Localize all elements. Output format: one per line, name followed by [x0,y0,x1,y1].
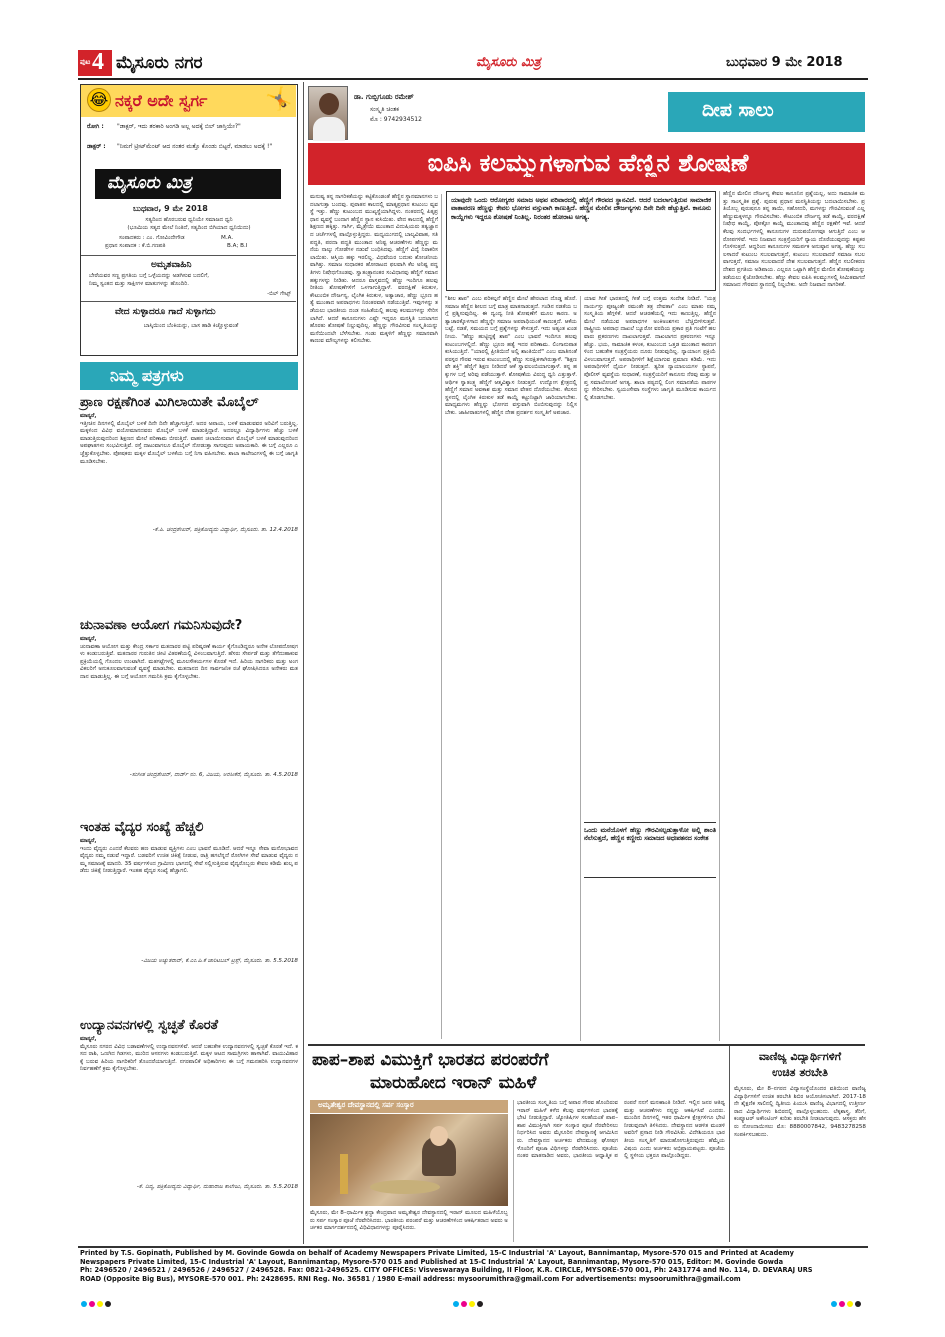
letter-body: ಇಂದು ವೈದ್ಯರು ಎಂದರೆ ಕೆಲವರು ಹಣ ಮಾಡುವ ವ್ಯಕ್ತಿಗಳು ಎಂಬ ಭಾವನೆ ಮೂಡಿದೆ. ಆದರೆ ಇನ್ನೂ ಸೇವಾ ಮನೋಭಾವದ ವೈದ್ಯರು ನಮ್ಮ ನಡುವೆ ಇದ್ದಾರೆ. ಬಡವರಿಗೆ ಉಚಿತ ಚಿಕಿತ್ಸೆ ನೀಡುವ, ರಾತ್ರಿ ಹಗಲೆನ್ನದೆ ರೋಗಿಗಳ ಸೇವೆ ಮಾಡುವ ವೈದ್ಯರು ನಮ್ಮ ಸಮಾಜಕ್ಕೆ ಮಾದರಿ. 35 ವರ್ಷಗಳಿಂದ ಗ್ರಾಮೀಣ ಭಾಗದಲ್ಲಿ ಸೇವೆ ಸಲ್ಲಿಸುತ್ತಿರುವ ವೈದ್ಯರೊಬ್ಬರು ಕೇವಲ ಕಡಿಮೆ ಶುಲ್ಕ ಪಡೆದು ಚಿಕಿತ್ಸೆ ನೀಡುತ್ತಿದ್ದಾರೆ. ಇಂತಹ ವೈದ್ಯರ ಸಂಖ್ಯೆ ಹೆಚ್ಚಾಗಲಿ. [80,845,298,875]
imprint-line: Newspapers Private Limited, 15-C Industrial 'A' Layout, Bannimantap, Mysore-570 015 and Published at 15-C Industrial 'A' Layout, Bannimantap, Mysore-570 015, Editor: M. Govinde Gowda [80,1257,784,1266]
letter-title: ಇಂತಹ ವೈದ್ಯರ ಸಂಖ್ಯೆ ಹೆಚ್ಚಲಿ [80,820,204,835]
column-name-box [668,92,865,132]
column-name: ದೀಪ ಸಾಲು [702,99,774,121]
registration-marks-center [452,1292,484,1311]
letters-header [80,362,298,390]
letter-signature: -ಕೆ. ದಿವ್ಯ, ಪತ್ರಿಕೋದ್ಯಮ ವಿದ್ಯಾರ್ಥಿ, ಮಹಾರಾಜ ಕಾಲೇಜು, ಮೈಸೂರು. ತಾ. 5.5.2018 [136,1183,298,1190]
letter-salutation: ಮಾನ್ಯರೆ, [80,838,97,844]
amrutha-line-2: ನಿಮ್ಮ ಸ್ವಂತದ ಮತ್ತು ಸಾಕ್ಷೀಗಳ ಮಾತುಗಳನ್ನು ಹೊಂದಿರಿ. [89,281,189,287]
author-name: ಡಾ. ಗುಬ್ಬಿಗೂಡು ರಮೇಶ್ [354,94,414,101]
letter-title: ಉದ್ಯಾನವನಗಳಲ್ಲಿ ಸ್ವಚ್ಛತೆ ಕೊರತೆ [80,1018,219,1033]
letters-header-title: ನಿಮ್ಮ ಪತ್ರಗಳು [110,366,184,385]
paper-line-2: (ಭೂಮಿಯ ಸತ್ಯದ ಮೇಲೆ ನಿಂತಿದೆ, ಸತ್ಯದಿಂದ ಬಿಗಿಯಾದ ಧ್ವನಿಯಿದು) [127,225,251,231]
article-col-1: ಮನುಷ್ಯ ತನ್ನ ನಾಗರಿಕತೆಯನ್ನು ಕಟ್ಟಿಕೊಂಡಂತೆ ಹೆಣ್ಣಿನ ಸ್ಥಾನಮಾನಗಳು ಬದಲಾಗುತ್ತಾ ಬಂದವು. ಪುರಾತನ ಕಾಲದಲ್ಲಿ ಮಾತೃಪ್ರಧಾನ ಕುಟುಂಬ ವ್ಯವಸ್ಥೆ ಇತ್ತು. ಹೆಣ್ಣು ಕುಟುಂಬದ ಮುಖ್ಯಸ್ಥೆಯಾಗಿದ್ದಳು. ನಂತರದಲ್ಲಿ ಪಿತೃಪ್ರಧಾನ ವ್ಯವಸ್ಥೆ ಬಂದಾಗ ಹೆಣ್ಣಿನ ಸ್ಥಾನ ಕುಸಿಯಿತು. ವೇದ ಕಾಲದಲ್ಲಿ ಹೆಣ್ಣಿಗೆ ಶಿಕ್ಷಣದ ಹಕ್ಕಿತ್ತು. ಗಾರ್ಗಿ, ಮೈತ್ರೇಯಿ ಮುಂತಾದ ವಿದುಷಿಯರು ತತ್ವಜ್ಞಾನದ ಚರ್ಚೆಗಳಲ್ಲಿ ಪಾಲ್ಗೊಳ್ಳುತ್ತಿದ್ದರು. ಮಧ್ಯಯುಗದಲ್ಲಿ ಬಾಲ್ಯವಿವಾಹ, ಸತಿ ಪದ್ಧತಿ, ಪರದಾ ಪದ್ಧತಿ ಮುಂತಾದ ಅನಿಷ್ಟ ಆಚರಣೆಗಳು ಹೆಣ್ಣನ್ನು ಮನೆಯ ನಾಲ್ಕು ಗೋಡೆಗಳ ನಡುವೆ ಬಂಧಿಸಿದವು. ಹೆಣ್ಣಿಗೆ ವಿದ್ಯೆ ನಿರಾಕರಿಸಲಾಯಿತು. ಆಸ್ತಿಯ ಹಕ್ಕು ಇರಲಿಲ್ಲ. ವಿಧವೆಯರ ಬದುಕು ಶೋಚನೀಯವಾಗಿತ್ತು. ಸಮಾಜ ಸುಧಾರಕರ ಹೋರಾಟದ ಫಲವಾಗಿ ಕೆಲ ಅನಿಷ್ಟ ಪದ್ಧತಿಗಳು ನಿಷೇಧಗೊಂಡವು. ಸ್ವಾತಂತ್ರ್ಯಾನಂತರ ಸಂವಿಧಾನವು ಹೆಣ್ಣಿಗೆ ಸಮಾನ ಹಕ್ಕುಗಳನ್ನು ನೀಡಿತು. ಆದರೂ ವಾಸ್ತವದಲ್ಲಿ ಹೆಣ್ಣು ಇಂದಿಗೂ ಹಲವು ರೀತಿಯ ಶೋಷಣೆಗಳಿಗೆ ಒಳಗಾಗುತ್ತಿದ್ದಾಳೆ. ವರದಕ್ಷಿಣೆ ಕಿರುಕುಳ, ಕೌಟುಂಬಿಕ ದೌರ್ಜನ್ಯ, ಲೈಂಗಿಕ ಕಿರುಕುಳ, ಅತ್ಯಾಚಾರ, ಹೆಣ್ಣು ಭ್ರೂಣ ಹತ್ಯೆ ಮುಂತಾದ ಅಪರಾಧಗಳು ನಿರಂತರವಾಗಿ ನಡೆಯುತ್ತಿವೆ. ಇವುಗಳನ್ನು ತಡೆಯಲು ಭಾರತೀಯ ದಂಡ ಸಂಹಿತೆಯಲ್ಲಿ ಹಲವು ಕಲಮುಗಳನ್ನು ಸೇರಿಸಲಾಗಿದೆ. ಆದರೆ ಕಾನೂನುಗಳು ಎಷ್ಟೇ ಇದ್ದರೂ ಮನಸ್ಥಿತಿ ಬದಲಾಗದ ಹೊರತು ಶೋಷಣೆ ನಿಲ್ಲುವುದಿಲ್ಲ. ಹೆಣ್ಣನ್ನು ಗೌರವಿಸುವ ಸಂಸ್ಕೃತಿಯನ್ನು ಮನೆಯಿಂದಲೇ ಬೆಳೆಸಬೇಕು. ಗಂಡು ಮಕ್ಕಳಿಗೆ ಹೆಣ್ಣನ್ನು ಸಮಾನವಾಗಿ ಕಾಣುವ ಮೌಲ್ಯಗಳನ್ನು ಕಲಿಸಬೇಕು. [310,194,438,345]
page-number: 4 [92,49,104,75]
article-col-2: "ಶೀಲ ಶಾಪ" ಎಂಬ ಪರಿಕಲ್ಪನೆ ಹೆಣ್ಣಿನ ಮೇಲೆ ಹೇರಲಾದ ದೊಡ್ಡ ಹೊರೆ. ಸಮಾಜ ಹೆಣ್ಣಿನ ಶೀಲದ ಬಗ್ಗೆ ಮಾತ್ರ ಮಾತನಾಡುತ್ತದೆ. ಗಂಡಿನ ನಡತೆಯ ಬಗ್ಗೆ ಪ್ರಶ್ನಿಸುವುದಿಲ್ಲ. ಈ ದ್ವಂದ್ವ ನೀತಿ ಶೋಷಣೆಗೆ ಮೂಲ ಕಾರಣ. ಅತ್ಯಾಚಾರಕ್ಕೊಳಗಾದ ಹೆಣ್ಣನ್ನೇ ಸಮಾಜ ಅಪರಾಧಿಯಂತೆ ಕಾಣುತ್ತದೆ. ಆಕೆಯ ಬಟ್ಟೆ, ನಡತೆ, ಸಮಯದ ಬಗ್ಗೆ ಪ್ರಶ್ನೆಗಳನ್ನು ಕೇಳುತ್ತದೆ. ಇದು ಅತ್ಯಂತ ಖಂಡನೀಯ. "ಹೆಣ್ಣು ಹುಟ್ಟಿದ್ದಕ್ಕೆ ಶಾಪ" ಎಂಬ ಭಾವನೆ ಇಂದಿಗೂ ಹಲವು ಕುಟುಂಬಗಳಲ್ಲಿದೆ. ಹೆಣ್ಣು ಭ್ರೂಣ ಹತ್ಯೆ ಇದರ ಪರಿಣಾಮ. ಲಿಂಗಾನುಪಾತ ಕುಸಿಯುತ್ತಿದೆ. "ಯಾರಲ್ಲಿ ಪ್ರೀತಿಯಿದೆ ಅಲ್ಲಿ ಶಾಂತಿಯಿದೆ" ಎಂಬ ಮಾತಿನಂತೆ ಪರಸ್ಪರ ಗೌರವ ಇರುವ ಕುಟುಂಬದಲ್ಲಿ ಹೆಣ್ಣು ಸುರಕ್ಷಿತಳಾಗಿರುತ್ತಾಳೆ. "ಶಿಕ್ಷಣವೇ ಶಕ್ತಿ" ಹೆಣ್ಣಿಗೆ ಶಿಕ್ಷಣ ನೀಡಿದರೆ ಆಕೆ ಸ್ವಾವಲಂಬಿಯಾಗುತ್ತಾಳೆ. ತನ್ನ ಹಕ್ಕುಗಳ ಬಗ್ಗೆ ಅರಿವು ಪಡೆಯುತ್ತಾಳೆ. ಶೋಷಣೆಯ ವಿರುದ್ಧ ಧ್ವನಿ ಎತ್ತುತ್ತಾಳೆ. ಆರ್ಥಿಕ ಸ್ವಾತಂತ್ರ್ಯ ಹೆಣ್ಣಿಗೆ ಆತ್ಮವಿಶ್ವಾಸ ನೀಡುತ್ತದೆ. ಉದ್ಯೋಗ ಕ್ಷೇತ್ರದಲ್ಲಿ ಹೆಣ್ಣಿಗೆ ಸಮಾನ ಅವಕಾಶ ಮತ್ತು ಸಮಾನ ವೇತನ ದೊರೆಯಬೇಕು. ಕೆಲಸದ ಸ್ಥಳದಲ್ಲಿ ಲೈಂಗಿಕ ಕಿರುಕುಳ ತಡೆ ಕಾಯ್ದೆ ಕಟ್ಟುನಿಟ್ಟಾಗಿ ಜಾರಿಯಾಗಬೇಕು. ಮಾಧ್ಯಮಗಳು ಹೆಣ್ಣನ್ನು ಭೋಗದ ವಸ್ತುವಾಗಿ ಬಿಂಬಿಸುವುದನ್ನು ನಿಲ್ಲಿಸಬೇಕು. ಜಾಹೀರಾತುಗಳಲ್ಲಿ ಹೆಣ್ಣಿನ ದೇಹ ಪ್ರದರ್ಶನ ಸಂಸ್ಕೃತಿಗೆ ಅಪಚಾರ. [445,296,577,416]
paper-logo: ಮೈಸೂರು ಮಿತ್ರ [107,173,192,193]
divider [81,255,296,256]
paper-publisher-degree: B.A; B.I [227,243,248,249]
letter-salutation: ಮಾನ್ಯರೆ, [80,413,97,419]
author-role: ಸಂಸ್ಕೃತಿ ಚಿಂತಕ [370,106,399,113]
joke-2-speaker: ಡಾಕ್ಟರ್ : [87,143,106,150]
letter-salutation: ಮಾನ್ಯರೆ, [80,1036,97,1042]
letter-body: ಚುನಾವಣಾ ಆಯೋಗ ಮತ್ತು ಕೇಂದ್ರ ಸರ್ಕಾರ ಮತದಾರರ ಪಟ್ಟಿ ಪರಿಷ್ಕರಣೆ ಕಾರ್ಯ ಕೈಗೊಂಡಿದ್ದರೂ ಅನೇಕ ಲೋಪದೋಷಗಳು ಕಂಡುಬರುತ್ತಿವೆ. ಮತದಾರರ ಗುರುತಿನ ಚೀಟಿ ವಿತರಣೆಯಲ್ಲಿ ವಿಳಂಬವಾಗುತ್ತಿದೆ. ಹೆಸರು ಸೇರ್ಪಡೆ ಮತ್ತು ತೆಗೆದುಹಾಕುವ ಪ್ರಕ್ರಿಯೆಯಲ್ಲಿ ಗೊಂದಲ ಉಂಟಾಗಿದೆ. ಮತಗಟ್ಟೆಗಳಲ್ಲಿ ಮೂಲಸೌಕರ್ಯಗಳ ಕೊರತೆ ಇದೆ. ಹಿರಿಯ ನಾಗರಿಕರು ಮತ್ತು ಅಂಗವಿಕಲರಿಗೆ ಅನುಕೂಲವಾಗುವಂತೆ ವ್ಯವಸ್ಥೆ ಮಾಡಬೇಕು. ಮತದಾನದ ದಿನ ಸಾರ್ವಜನಿಕ ರಜೆ ಘೋಷಿಸಿದರೂ ಅನೇಕರು ಮತದಾನ ಮಾಡುತ್ತಿಲ್ಲ. ಈ ಬಗ್ಗೆ ಆಯೋಗ ಗಮನಿಸಿ ಕ್ರಮ ಕೈಗೊಳ್ಳಬೇಕು. [80,643,298,680]
lede-text: ಯಾವುದೇ ಒಂದು ಆರೋಗ್ಯಕರ ಸಮಾಜ ಅಥವ ಪರಿವಾರದಲ್ಲಿ ಹೆಣ್ಣಿಗೆ ಗೌರವದ ಸ್ಥಾನವಿದೆ. ಆದರೆ ಬದಲಾಗುತ್ತಿರುವ ಸಾಮಾಜಿಕ ವಾತಾವರಣ ಹೆಣ್ಣನ್ನು ಕೇವಲ ಭೋಗದ ವಸ್ತುವಾಗಿ ಕಾಣುತ್ತಿದೆ. ಹೆಣ್ಣಿನ ಮೇಲಿನ ದೌರ್ಜನ್ಯಗಳು ದಿನೇ ದಿನೇ ಹೆಚ್ಚುತ್ತಿವೆ. ಕಾನೂನು ಕಾಯ್ದೆಗಳು ಇದ್ದರೂ ಶೋಷಣೆ ನಿಂತಿಲ್ಲ. ನಿರಂತರ ಹೋರಾಟ ಅಗತ್ಯ. [451,196,711,221]
cartoon-figure-icon: 🤸 [265,87,293,112]
divider [81,301,296,302]
imprint-line: ROAD (Opposite Big Bus), MYSORE-570 001. Ph: 2428695. RNI Reg. No. 36581 / 1980 E-mail address: mysoorumithra@gmail.com For advertisements: mysoorumithra@gmail.com [80,1274,741,1283]
paper-date: ಬುಧವಾರ, 9 ಮೇ 2018 [133,204,208,213]
joke-1-text: "ಡಾಕ್ಟರ್, ಇದು ತರಕಾರಿ ಅಂಗಡಿ ಅಲ್ಲ ಅದಕ್ಕೆ ಬಿಲ್ ಜಾಸ್ತಿಯೇ?" [117,123,241,130]
paper-publisher: ಪ್ರಧಾನ ಸಂಪಾದಕ : ಕೆ.ಬಿ.ಗಣಪತಿ [105,243,166,249]
column-divider [719,191,720,1041]
page-label: ಪುಟ [80,58,91,66]
joke-banner [81,85,296,117]
paper-editor-degree: M.A. [221,235,234,241]
letter-body: ಮೈಸೂರು ನಗರದ ವಿವಿಧ ಬಡಾವಣೆಗಳಲ್ಲಿ ಉದ್ಯಾನವನಗಳಿವೆ. ಆದರೆ ಬಹುತೇಕ ಉದ್ಯಾನವನಗಳಲ್ಲಿ ಸ್ವಚ್ಛತೆ ಕೊರತೆ ಇದೆ. ಕಸದ ರಾಶಿ, ಒಣಗಿದ ಗಿಡಗಳು, ಮುರಿದ ಆಸನಗಳು ಕಂಡುಬರುತ್ತಿವೆ. ಮಕ್ಕಳ ಆಟದ ಸಾಮಗ್ರಿಗಳು ಹಾಳಾಗಿವೆ. ವಾಯುವಿಹಾರಕ್ಕೆ ಬರುವ ಹಿರಿಯ ನಾಗರಿಕರಿಗೆ ತೊಂದರೆಯಾಗುತ್ತಿದೆ. ನಗರಪಾಲಿಕೆ ಅಧಿಕಾರಿಗಳು ಈ ಬಗ್ಗೆ ಗಮನಹರಿಸಿ ಉದ್ಯಾನವನಗಳ ನಿರ್ವಹಣೆಗೆ ಕ್ರಮ ಕೈಗೊಳ್ಳಬೇಕು. [80,1043,298,1073]
joke-box [80,84,298,356]
bottom-headline-1: ಪಾಪ–ಶಾಪ ವಿಮುಕ್ತಿಗೆ ಭಾರತದ ಪರಂಪರೆಗೆ [312,1050,549,1070]
news-photo [310,1114,508,1206]
paper-line-1: ಸತ್ಯದಿಂದ ಹೊರಬರುವ ಧ್ವನಿಯೇ ಸಮಾಜದ ಧ್ವನಿ [145,217,233,223]
photo-caption-box [310,1100,508,1113]
joke-banner-title: ನಕ್ಕರೆ ಅದೇ ಸ್ವರ್ಗ [115,91,208,110]
bottom-headline-2: ಮಾರುಹೋದ ಇರಾನ್ ಮಹಿಳೆ [370,1073,537,1093]
amrutha-line-1: ಬೇರೆಯವರ ಸಣ್ಣ ಪ್ರಗತಿಯ ಬಗ್ಗೆ ಒಳ್ಳೆಯದನ್ನು ಅಡಗಿಸುವ ಬದಲಿಗೆ, [89,273,210,279]
proverb-sub: ಬಾಸ್ಕಿಯಿಂದ ಬೆಂಕಿಯನ್ನು, ಬಾಸ ಹಾಡಿ ಕಿಚ್ಚೊಳ್ಳುವಂತೆ [143,323,239,329]
column-divider [441,194,442,1039]
letter-signature: -ಕೆ.ಪಿ. ಚಂದ್ರಶೇಖರ್, ಪತ್ರಿಕೋದ್ಯಮ ವಿದ್ಯಾರ್ಥಿ, ಮೈಸೂರು. ತಾ. 12.4.2018 [152,526,298,533]
laughing-face-icon: 😂 [87,88,111,112]
bottom-body-right: ಭಾರತೀಯ ಸಂಸ್ಕೃತಿಯ ಬಗ್ಗೆ ಅಪಾರ ಗೌರವ ಹೊಂದಿರುವ ಇರಾನ್ ಮಹಿಳೆ ಕಳೆದ ಕೆಲವು ವರ್ಷಗಳಿಂದ ಭಾರತಕ್ಕೆ ಭೇಟಿ ನೀಡುತ್ತಿದ್ದಾರೆ. ಜ್ಯೋತಿಷಿಗಳ ಸಲಹೆಯಂತೆ ಪಾಪ–ಶಾಪ ವಿಮುಕ್ತಿಗಾಗಿ ಸರ್ಪ ಸಂಸ್ಕಾರ ಪೂಜೆ ನೆರವೇರಿಸಲು ನಿರ್ಧರಿಸಿದ ಅವರು ಮೈಸೂರಿನ ದೇವಸ್ಥಾನಕ್ಕೆ ಆಗಮಿಸಿದರು. ದೇವಸ್ಥಾನದ ಅರ್ಚಕರು ವೇದಮಂತ್ರ ಘೋಷಗಳೊಂದಿಗೆ ಪೂಜಾ ವಿಧಿಗಳನ್ನು ನೆರವೇರಿಸಿದರು. ಪೂಜೆಯ ನಂತರ ಮಾತನಾಡಿದ ಅವರು, ಭಾರತೀಯ ಆಧ್ಯಾತ್ಮಿಕ ಪರಂಪರೆ ನನಗೆ ಮನಃಶಾಂತಿ ನೀಡಿದೆ. ಇಲ್ಲಿನ ಜನರ ಆತಿಥ್ಯ ಮತ್ತು ಆಚರಣೆಗಳು ನನ್ನನ್ನು ಆಕರ್ಷಿಸಿವೆ ಎಂದರು. ಮುಂದಿನ ದಿನಗಳಲ್ಲಿ ಇತರ ಧಾರ್ಮಿಕ ಕ್ಷೇತ್ರಗಳಿಗೂ ಭೇಟಿ ನೀಡುವುದಾಗಿ ತಿಳಿಸಿದರು. ದೇವಸ್ಥಾನದ ಆಡಳಿತ ಮಂಡಳಿ ಅವರಿಗೆ ಪ್ರಸಾದ ನೀಡಿ ಗೌರವಿಸಿತು. ವಿದೇಶಿಯರೂ ಭಾರತೀಯ ಸಂಸ್ಕೃತಿಗೆ ಮಾರುಹೋಗುತ್ತಿರುವುದು ಹೆಮ್ಮೆಯ ವಿಷಯ ಎಂದು ಅರ್ಚಕರು ಅಭಿಪ್ರಾಯಪಟ್ಟರು. ಪೂಜೆಯಲ್ಲಿ ಸ್ಥಳೀಯ ಭಕ್ತರೂ ಪಾಲ್ಗೊಂಡಿದ್ದರು. [517,1100,725,1160]
letter-title: ಚುನಾವಣಾ ಆಯೋಗ ಗಮನಿಸುವುದೇ? [80,618,243,633]
letter [80,1018,298,1191]
masthead-small: ಮೈಸೂರು ಮಿತ್ರ [476,55,541,70]
main-headline: ಐಪಿಸಿ ಕಲಮ್ಮುಗಳಾಗುವ ಹೆಣ್ಣಿನ ಶೋಷಣೆ [427,149,749,177]
amrutha-title: ಅಮೃತವಾಹಿನಿ [151,260,192,270]
header-date: ಬುಧವಾರ 9 ಮೇ 2018 [726,55,843,70]
footer-rule [78,1246,868,1248]
letter-salutation: ಮಾನ್ಯರೆ, [80,636,97,642]
page-label-box [78,50,112,76]
section-name: ಮೈಸೂರು ನಗರ [116,53,203,73]
bottom-body-under-photo: ಮೈಸೂರು, ಮೇ 8–ಧಾರ್ಮಿಕ ಶ್ರದ್ಧಾ ಕೇಂದ್ರವಾದ ಅಮೃತೇಶ್ವರ ದೇವಸ್ಥಾನದಲ್ಲಿ ಇರಾನ್ ಮೂಲದ ಮಹಿಳೆಯೊಬ್ಬರು ಸರ್ಪ ಸಂಸ್ಕಾರ ಪೂಜೆ ನೆರವೇರಿಸಿದರು. ಭಾರತೀಯ ಪರಂಪರೆ ಮತ್ತು ಆಚರಣೆಗಳಿಂದ ಆಕರ್ಷಿತರಾದ ಅವರು ಅರ್ಚಕರ ಮಾರ್ಗದರ್ಶನದಲ್ಲಿ ವಿಧಿವಿಧಾನಗಳನ್ನು ಪೂರೈಸಿದರು. [310,1210,508,1232]
side-title-1: ವಾಣಿಜ್ಯ ವಿದ್ಯಾರ್ಥಿಗಳಿಗೆ [758,1050,842,1063]
woman-face [430,1126,448,1146]
header-rule [78,78,868,80]
registration-marks-right [830,1292,862,1311]
imprint-line: Printed by T.S. Gopinath, Published by M. Govinde Gowda on behalf of Academy Newspapers Private Limited, 15-C Industrial 'A' Layout, Bannimantap, Mysore-570 015 and Printed at Academy [80,1249,794,1257]
person-body-icon [313,117,345,141]
person-head-icon [319,93,339,115]
ritual-tray [370,1180,440,1194]
letter [80,618,298,779]
joke-2-text: "ನಿಮಗೆ ಟ್ರೀಟ್‌ಮೆಂಟ್ ಆದ ನಂತರ ಮತ್ತೊ ಕೊಂಡು ಬಿಟ್ಟರೆ, ಮಾಡಲು ಅದಕ್ಕೆ !" [117,143,273,150]
side-body: ಮೈಸೂರು, ಮೇ 8–ನಗರದ ವಿದ್ಯಾಸಂಸ್ಥೆಯೊಂದರ ವತಿಯಿಂದ ವಾಣಿಜ್ಯ ವಿದ್ಯಾರ್ಥಿಗಳಿಗೆ ಉಚಿತ ತರಬೇತಿ ಶಿಬಿರ ಆಯೋಜಿಸಲಾಗಿದೆ. 2017-18ನೇ ಶೈಕ್ಷಣಿಕ ಸಾಲಿನಲ್ಲಿ ದ್ವಿತೀಯ ಪಿಯುಸಿ ವಾಣಿಜ್ಯ ವಿಭಾಗದಲ್ಲಿ ಉತ್ತೀರ್ಣರಾದ ವಿದ್ಯಾರ್ಥಿಗಳು ಶಿಬಿರದಲ್ಲಿ ಪಾಲ್ಗೊಳ್ಳಬಹುದು. ಲೆಕ್ಕಶಾಸ್ತ್ರ, ತೆರಿಗೆ, ಕಂಪ್ಯೂಟರ್ ಅಕೌಂಟಿಂಗ್ ಕುರಿತು ತರಬೇತಿ ನೀಡಲಾಗುವುದು. ಆಸಕ್ತರು ಹೆಸರು ನೋಂದಾಯಿಸಲು ಮೊ: 8880007842, 9483278258 ಸಂಪರ್ಕಿಸಬಹುದು. [734,1086,866,1138]
proverb: ವೇದ ಸುಳ್ಳಾದರೂ ಗಾದೆ ಸುಳ್ಳಾಗದು [115,307,216,317]
lamp-icon [340,1154,348,1194]
side-title-2: ಉಚಿತ ತರಬೇತಿ [772,1066,828,1079]
letter-title: ಪ್ರಾಣ ರಕ್ಷಣೆಗಿಂತ ಮಿಗಿಲಾಯಿತೇ ಮೊಬೈಲ್ [80,395,259,410]
lede-box [446,191,716,291]
letter-signature: -ವಿಜಯ ಅಚ್ಯುತರಾವ್, ಕೆ.ಎಂ.ಪಿ.ಕೆ ಚಾರಿಟಬಲ್ ಟ್ರಸ್ಟ್, ಮೈಸೂರು. ತಾ. 5.5.2018 [141,957,298,964]
author-photo [308,86,348,140]
joke-1-speaker: ರೋಗಿ : [87,123,104,130]
amrutha-author: -ಬಿಲ್ ಗೇಟ್ಸ್ [267,291,291,297]
letter-signature: -ಸಂಗೀತ ಚಂದ್ರಶೇಖರ್, ವಾರ್ಡ್ ನಂ. 6, ವಿಜಯ, ಅರಸೀಕೆರೆ, ಮೈಸೂರು. ತಾ. 4.5.2018 [129,771,298,778]
letter-body: ಇತ್ತೀಚಿನ ದಿನಗಳಲ್ಲಿ ಮೊಬೈಲ್ ಬಳಕೆ ದಿನೇ ದಿನೇ ಹೆಚ್ಚಾಗುತ್ತಿದೆ. ಅದರ ಅಪಾಯ, ಬಳಕೆ ಮಾಡುವವರ ಅರಿವಿಗೆ ಬರುತ್ತಿಲ್ಲ. ಮಕ್ಕಳಿಂದ ವಿವಿಧ ವಯೋಮಾನದವರು ಮೊಬೈಲ್ ಬಳಕೆ ಮಾಡುತ್ತಿದ್ದಾರೆ. ಅದರಲ್ಲೂ ವಿದ್ಯಾರ್ಥಿಗಳು ಹೆಚ್ಚು ಬಳಕೆ ಮಾಡುತ್ತಿರುವುದರಿಂದ ಶಿಕ್ಷಣದ ಮೇಲೆ ಪರಿಣಾಮ ಬೀರುತ್ತಿದೆ. ವಾಹನ ಚಲಾಯಿಸುವಾಗ ಮೊಬೈಲ್ ಬಳಕೆ ಮಾಡುವುದರಿಂದ ಅಪಘಾತಗಳು ಸಂಭವಿಸುತ್ತಿವೆ. ರಸ್ತೆ ದಾಟುವಾಗಲೂ ಮೊಬೈಲ್ ನೋಡುತ್ತಾ ಸಾಗುವುದು ಅಪಾಯಕಾರಿ. ಈ ಬಗ್ಗೆ ಎಲ್ಲರೂ ಎಚ್ಚೆತ್ತುಕೊಳ್ಳಬೇಕು. ಪೋಷಕರು ಮಕ್ಕಳ ಮೊಬೈಲ್ ಬಳಕೆಯ ಬಗ್ಗೆ ನಿಗಾ ವಹಿಸಬೇಕು. ಶಾಲಾ ಕಾಲೇಜುಗಳಲ್ಲಿ ಈ ಬಗ್ಗೆ ಜಾಗೃತಿ ಮೂಡಿಸಬೇಕು. [80,420,298,465]
paper-logo-box [95,169,281,199]
author-phone: ಮೊ : 9742934512 [370,116,422,123]
imprint [80,1249,866,1283]
article-col-3: ಯಾವ ಗೀತೆ ಭಾರತದಲ್ಲಿ ಗೀತೆ ಬಗ್ಗೆ ಉತ್ತಮ ಸಂದೇಶ ನೀಡಿದೆ. "ಯತ್ರ ನಾರ್ಯಸ್ತು ಪೂಜ್ಯಂತೇ ರಮಂತೇ ತತ್ರ ದೇವತಾಃ" ಎಂಬ ಮಾತು ನಮ್ಮ ಸಂಸ್ಕೃತಿಯ ಹೆಗ್ಗಳಿಕೆ. ಆದರೆ ಆಚರಣೆಯಲ್ಲಿ ಇದು ಕಾಣುತ್ತಿಲ್ಲ. ಹೆಣ್ಣಿನ ಮೇಲೆ ನಡೆಯುವ ಅಪರಾಧಗಳ ಅಂಕಿಅಂಶಗಳು ಬೆಚ್ಚಿಬೀಳಿಸುತ್ತವೆ. ರಾಷ್ಟ್ರೀಯ ಅಪರಾಧ ದಾಖಲೆ ಬ್ಯೂರೋ ವರದಿಯ ಪ್ರಕಾರ ಪ್ರತಿ ಗಂಟೆಗೆ ಹಲವಾರು ಪ್ರಕರಣಗಳು ದಾಖಲಾಗುತ್ತವೆ. ದಾಖಲಾಗದ ಪ್ರಕರಣಗಳು ಇನ್ನೂ ಹೆಚ್ಚು. ಭಯ, ಸಾಮಾಜಿಕ ಕಳಂಕ, ಕುಟುಂಬದ ಒತ್ತಡ ಮುಂತಾದ ಕಾರಣಗಳಿಂದ ಬಹುತೇಕ ಸಂತ್ರಸ್ತೆಯರು ದೂರು ನೀಡುವುದಿಲ್ಲ. ನ್ಯಾಯಾಂಗ ಪ್ರಕ್ರಿಯೆ ವಿಳಂಬವಾಗುತ್ತದೆ. ಅಪರಾಧಿಗಳಿಗೆ ಶಿಕ್ಷೆಯಾಗುವ ಪ್ರಮಾಣ ಕಡಿಮೆ. ಇದು ಅಪರಾಧಿಗಳಿಗೆ ಧೈರ್ಯ ನೀಡುತ್ತದೆ. ತ್ವರಿತ ನ್ಯಾಯಾಲಯಗಳ ಸ್ಥಾಪನೆ, ಪೊಲೀಸ್ ವ್ಯವಸ್ಥೆಯ ಸುಧಾರಣೆ, ಸಂತ್ರಸ್ತೆಯರಿಗೆ ಕಾನೂನು ನೆರವು ಮತ್ತು ಆಪ್ತ ಸಮಾಲೋಚನೆ ಅಗತ್ಯ. ಶಾಲಾ ಪಠ್ಯದಲ್ಲಿ ಲಿಂಗ ಸಮಾನತೆಯ ಪಾಠಗಳನ್ನು ಸೇರಿಸಬೇಕು. ಸ್ವಯಂಸೇವಾ ಸಂಸ್ಥೆಗಳು ಜಾಗೃತಿ ಮೂಡಿಸುವ ಕಾರ್ಯದಲ್ಲಿ ತೊಡಗಬೇಕು. [584,296,716,401]
headline-box [308,143,865,185]
column-divider [729,1046,730,1242]
column-divider [513,1100,514,1242]
photo-caption: ಅಮೃತೇಶ್ವರ ದೇವಸ್ಥಾನದಲ್ಲಿ ಸರ್ಪ ಸಂಸ್ಕಾರ [318,1101,414,1109]
author-block [308,84,498,144]
article-col-4: ಹೆಣ್ಣಿನ ಮೇಲಿನ ದೌರ್ಜನ್ಯ ಕೇವಲ ಕಾನೂನಿನ ಪ್ರಶ್ನೆಯಲ್ಲ, ಅದು ಸಾಮಾಜಿಕ ಮತ್ತು ಸಾಂಸ್ಕೃತಿಕ ಪ್ರಶ್ನೆ. ಪುರುಷ ಪ್ರಧಾನ ಮನಸ್ಥಿತಿಯನ್ನು ಬದಲಾಯಿಸಬೇಕು. ಪ್ರತಿಯೊಬ್ಬ ಪುರುಷನೂ ತನ್ನ ತಾಯಿ, ಸಹೋದರಿ, ಮಗಳನ್ನು ಗೌರವಿಸುವಂತೆ ಎಲ್ಲ ಹೆಣ್ಣುಮಕ್ಕಳನ್ನೂ ಗೌರವಿಸಬೇಕು. ಕೌಟುಂಬಿಕ ದೌರ್ಜನ್ಯ ತಡೆ ಕಾಯ್ದೆ, ವರದಕ್ಷಿಣೆ ನಿಷೇಧ ಕಾಯ್ದೆ, ಪೋಕ್ಸೋ ಕಾಯ್ದೆ ಮುಂತಾದವು ಹೆಣ್ಣಿನ ರಕ್ಷಣೆಗೆ ಇವೆ. ಆದರೆ ಕೆಲವು ಸಂದರ್ಭಗಳಲ್ಲಿ ಕಾನೂನುಗಳ ದುರುಪಯೋಗವೂ ಆಗುತ್ತಿದೆ ಎಂಬ ಆರೋಪಗಳಿವೆ. ಇದು ನಿಜವಾದ ಸಂತ್ರಸ್ತೆಯರಿಗೆ ನ್ಯಾಯ ದೊರೆಯುವುದನ್ನು ಕಷ್ಟಕರಗೊಳಿಸುತ್ತದೆ. ಆದ್ದರಿಂದ ಕಾನೂನುಗಳ ಸಮರ್ಪಕ ಅನುಷ್ಠಾನ ಅಗತ್ಯ. ಹೆಣ್ಣು ಸಬಲಳಾದರೆ ಕುಟುಂಬ ಸಬಲವಾಗುತ್ತದೆ, ಕುಟುಂಬ ಸಬಲವಾದರೆ ಸಮಾಜ ಸಬಲವಾಗುತ್ತದೆ, ಸಮಾಜ ಸಬಲವಾದರೆ ದೇಶ ಸಬಲವಾಗುತ್ತದೆ. ಹೆಣ್ಣಿನ ಸಬಲೀಕರಣ ದೇಶದ ಪ್ರಗತಿಯ ಅಡಿಪಾಯ. ಎಲ್ಲರೂ ಒಟ್ಟಾಗಿ ಹೆಣ್ಣಿನ ಮೇಲಿನ ಶೋಷಣೆಯನ್ನು ತಡೆಯಲು ಕೈಜೋಡಿಸಬೇಕು. ಹೆಣ್ಣು ಕೇವಲ ಐಪಿಸಿ ಕಲಮ್ಮುಗಳಲ್ಲಿ ಸೀಮಿತವಾಗದೆ ಸಮಾಜದ ಗೌರವದ ಸ್ಥಾನದಲ್ಲಿ ನಿಲ್ಲಬೇಕು. ಅದೇ ನಿಜವಾದ ನಾಗರಿಕತೆ. [723,191,865,289]
section-rule [308,1044,865,1046]
page-header [78,50,868,76]
column-divider [580,296,581,1041]
registration-marks-left [80,1292,112,1311]
letter [80,820,298,965]
column-divider [303,82,304,1244]
article-pull-quote [584,822,716,878]
letter [80,395,298,534]
pull-quote-text: ಒಂದು ಮನೆಯೊಳಗೆ ಹೆಣ್ಣು ಗೌರವಿಸಲ್ಪಡುತ್ತಾಳೋ ಅಲ್ಲಿ ಶಾಂತಿ ನೆಲೆಸುತ್ತದೆ, ಹೆಣ್ಣಿನ ಕಣ್ಣೀರು ಸಮಾಜದ ಅಧಃಪತನದ ಸಂಕೇತ [584,826,716,843]
imprint-line: Ph: 2496520 / 2496521 / 2496526 / 2496527 / 2496528. Fax: 0821-2496525. CITY OFFICES: Visveswaraya Building, II Floor, K.R. CIRCLE, MYSORE-570 001, Ph: 2431774 and No. 114, D. DEVARAJ URS [80,1266,813,1275]
paper-editor: ಸಂಪಾದಕರು : ಎಂ. ಗೋವಿಂದೇಗೌಡ [119,235,185,241]
